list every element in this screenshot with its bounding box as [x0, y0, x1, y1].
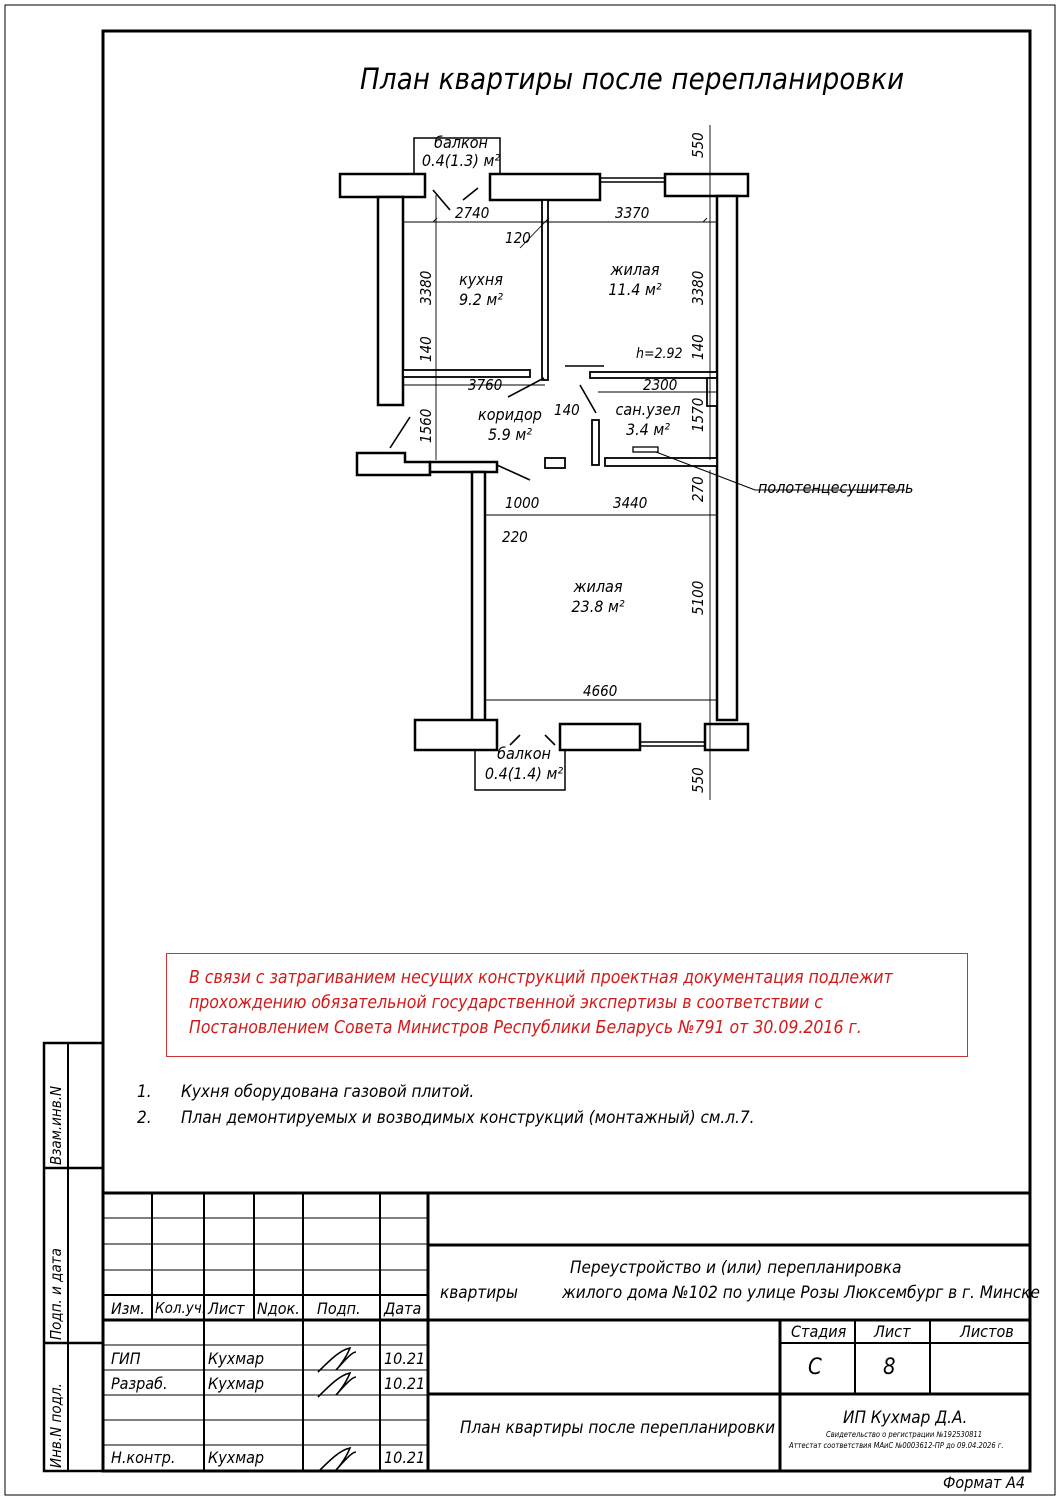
company-name: ИП Кухмар Д.А. [843, 1408, 968, 1428]
side-label-podp: Подп. и дата [47, 1248, 65, 1340]
balcony-bottom-area: 0.4(1.4) м² [484, 764, 564, 783]
sheet-value: 8 [883, 1355, 896, 1380]
dim-3380-left: 3380 [417, 270, 435, 305]
dim-2300: 2300 [643, 376, 678, 394]
sheet-title: План квартиры после перепланировки [460, 1418, 776, 1438]
signatures [318, 1348, 356, 1472]
dim-140-corridor: 140 [554, 401, 580, 419]
stamp-header-ndok: Nдок. [257, 1299, 300, 1318]
dim-550-top: 550 [689, 132, 707, 158]
balcony-bottom [480, 744, 568, 784]
room-kitchen-area: 9.2 м² [458, 290, 504, 309]
sheet-label: Лист [874, 1322, 911, 1341]
stamp-name-nkontr: Кухмар [208, 1448, 265, 1467]
stage-label: Стадия [791, 1322, 847, 1341]
stamp-header-izm: Изм. [111, 1299, 145, 1318]
dim-1570: 1570 [689, 397, 707, 432]
stamp-role-nkontr: Н.контр. [111, 1448, 176, 1467]
dim-5100: 5100 [689, 580, 707, 615]
project-line-2: жилого дома №102 по улице Розы Люксембург в г. Минске [562, 1283, 1040, 1303]
room-living-1-area: 11.4 м² [608, 280, 662, 299]
room-bathroom [612, 400, 684, 440]
room-living-2 [560, 577, 636, 617]
note-2-number: 2. [137, 1108, 152, 1128]
floor-plan [340, 125, 905, 800]
dim-2740: 2740 [455, 204, 490, 222]
dim-4660: 4660 [583, 682, 618, 700]
towel-heater-callout: полотенцесушитель [758, 478, 914, 497]
stamp-role-gip: ГИП [111, 1349, 141, 1368]
room-kitchen-name: кухня [459, 270, 503, 289]
dim-3370: 3370 [615, 204, 650, 222]
stamp-header-data: Дата [384, 1299, 422, 1318]
side-label-vzam: Взам.инв.N [47, 1085, 65, 1165]
side-label-inv: Инв.N подл. [47, 1383, 65, 1468]
stamp-role-razrab: Разраб. [111, 1374, 168, 1393]
dim-3380-right: 3380 [689, 270, 707, 305]
dim-1000: 1000 [505, 494, 540, 512]
balcony-bottom-name: балкон [497, 744, 551, 763]
room-bathroom-area: 3.4 м² [625, 420, 671, 439]
project-line-1: Переустройство и (или) перепланировка [570, 1258, 902, 1278]
company-cert-2: Аттестат соответствия МАиС №0003612-ПР до 09.04.2026 г. [789, 1441, 1004, 1450]
plan-title: План квартиры после перепланировки [360, 62, 905, 96]
dim-550-bottom: 550 [689, 767, 707, 793]
room-corridor [472, 405, 548, 445]
room-bathroom-name: сан.узел [615, 400, 681, 419]
company-cert-1: Свидетельство о регистрации №192530811 [826, 1430, 982, 1439]
stamp-header-kol: Кол.уч. [155, 1299, 206, 1317]
project-left-word: квартиры [440, 1283, 518, 1303]
balcony-top-name: балкон [434, 133, 488, 152]
room-kitchen [448, 270, 514, 310]
room-living-1-name: жилая [610, 260, 660, 279]
sheets-label: Листов [960, 1322, 1014, 1341]
expertise-notice: В связи с затрагиванием несущих конструкций проектная документация подлежит прохождению обязательной государственной экспертизы в соответствии с Постановлением Совета Министров Республики Беларусь №791 от 30.09.2016 г. [166, 953, 968, 1057]
room-living-2-name: жилая [573, 577, 623, 596]
stamp-date-gip: 10.21 [384, 1349, 426, 1368]
stamp-name-gip: Кухмар [208, 1349, 265, 1368]
balcony-top [418, 134, 504, 170]
dim-120: 120 [505, 229, 531, 247]
room-corridor-area: 5.9 м² [487, 425, 533, 444]
dim-140-left: 140 [417, 336, 435, 362]
dim-1560: 1560 [417, 408, 435, 443]
stamp-header-podp: Подп. [317, 1299, 361, 1318]
dim-3440: 3440 [613, 494, 648, 512]
stamp-date-nkontr: 10.21 [384, 1448, 426, 1467]
stamp-header-list: Лист [208, 1299, 245, 1318]
note-2-text: План демонтируемых и возводимых конструкций (монтажный) см.л.7. [181, 1108, 755, 1128]
dim-140-right: 140 [689, 334, 707, 360]
dim-3760: 3760 [468, 376, 503, 394]
stage-value: С [808, 1355, 822, 1380]
note-1-number: 1. [137, 1082, 152, 1102]
stamp-date-razrab: 10.21 [384, 1374, 426, 1393]
note-1-text: Кухня оборудована газовой плитой. [181, 1082, 475, 1102]
dim-270: 270 [689, 476, 707, 502]
ceiling-height: h=2.92 [636, 346, 683, 362]
room-corridor-name: коридор [478, 405, 542, 424]
balcony-top-area: 0.4(1.3) м² [421, 151, 501, 170]
room-living-1 [600, 260, 670, 300]
dim-220: 220 [502, 528, 528, 546]
stamp-name-razrab: Кухмар [208, 1374, 265, 1393]
format-label: Формат А4 [943, 1473, 1025, 1492]
room-living-2-area: 23.8 м² [571, 597, 625, 616]
